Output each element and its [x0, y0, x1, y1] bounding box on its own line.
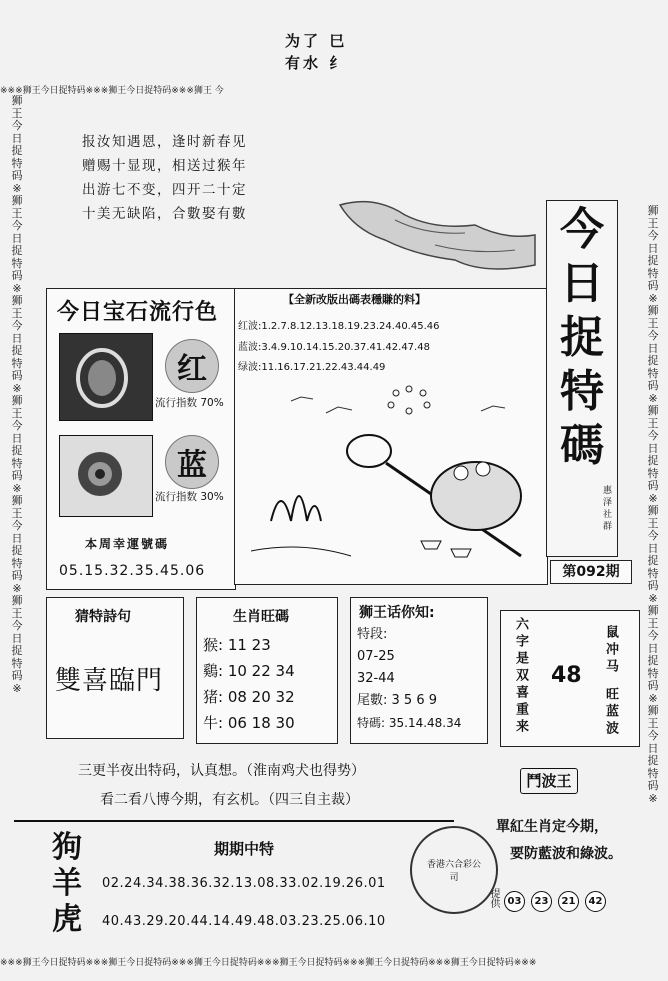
lion-panel — [350, 597, 488, 744]
left-border-text: 狮王今日捉特码※狮王今日捉特码※狮王今日捉特码※狮王今日捉特码※狮王今日捉特码※狮王今日捉特码※ — [11, 95, 23, 695]
riddle-line-2: 看二看八博今期，有玄机。（四三自主裁） — [100, 792, 359, 808]
red-badge: 红 — [165, 339, 219, 393]
wave-king-line-1: 單紅生肖定今期， — [496, 819, 608, 835]
stamp-text: 香港六合彩公司 — [426, 860, 481, 883]
red-index: 流行指数 70% — [155, 397, 224, 409]
period-row-2: 40.43.29.20.44.14.49.48.03.23.25.06.10 — [102, 914, 386, 929]
issue-number: 第092期 — [550, 560, 632, 584]
publisher: 惠泽社群 — [601, 485, 611, 533]
animal-char: 羊 — [52, 866, 82, 901]
lion-line: 尾數: 3 5 6 9 — [357, 693, 437, 708]
period-panel — [14, 820, 454, 952]
number-ball: 23 — [531, 891, 552, 912]
zodiac-title: 生肖旺碼 — [233, 609, 289, 625]
waves-panel — [234, 288, 548, 585]
zodiac-row: 鷄: 10 22 34 — [203, 662, 295, 680]
right-left-vertical: 六字是双喜重来 — [513, 617, 528, 736]
wave-king-line-2: 要防藍波和綠波。 — [510, 846, 622, 862]
animal-illustration — [335, 195, 545, 275]
poem — [82, 130, 247, 226]
big-title-char: 日 — [560, 258, 604, 309]
right-vertical-2: 旺蓝波 — [603, 687, 618, 738]
right-border-text: 狮王今日捉特码※狮王今日捉特码※狮王今日捉特码※狮王今日捉特码※狮王今日捉特码※狮王今日捉特码※ — [647, 205, 659, 805]
big-title-char: 碼 — [560, 420, 604, 471]
guess-answer: 雙喜臨門 — [55, 666, 164, 696]
lion-line: 07-25 — [357, 649, 395, 664]
frog-illustration — [241, 381, 541, 576]
top-border-text: ※※※狮王今日捉特码※※※狮王今日捉特码※※※狮王 今 — [0, 86, 224, 96]
header-line-1: 为了 巳 — [285, 32, 348, 50]
lucky-title: 本周幸運號碼 — [85, 537, 170, 551]
right-vertical-1: 鼠冲马 — [603, 625, 618, 676]
guess-title: 猜特詩句 — [75, 609, 131, 625]
lucky-numbers: 05.15.32.35.45.06 — [59, 563, 206, 579]
animal-char: 虎 — [52, 902, 82, 937]
gem-title: 今日宝石流行色 — [57, 299, 219, 325]
period-row-1: 02.24.34.38.36.32.13.08.33.02.19.26.01 — [102, 876, 386, 891]
header-line-2: 有水 纟 — [285, 54, 348, 72]
number-ball: 42 — [585, 891, 606, 912]
gem-panel — [46, 288, 236, 590]
bottom-border-text: ※※※狮王今日捉特码※※※狮王今日捉特码※※※狮王今日捉特码※※※狮王今日捉特码※※※狮王今日捉特码※※※狮王今日捉特码※※※ — [0, 958, 537, 968]
hint-balls — [504, 891, 612, 912]
big-title-char: 捉 — [560, 312, 604, 363]
right-info-panel — [500, 610, 640, 747]
zodiac-row: 猴: 11 23 — [203, 636, 271, 654]
lion-line: 特碼: 35.14.48.34 — [357, 716, 462, 730]
zodiac-row: 猪: 08 20 32 — [203, 688, 295, 706]
waves-title: 【全新改版出碼表穩賺的料】 — [283, 293, 426, 306]
wave-king-title: 鬥波王 — [520, 768, 578, 794]
green-wave: 绿波:11.16.17.21.22.43.44.49 — [238, 362, 386, 373]
big-title-panel — [546, 200, 618, 557]
gem-image-2 — [59, 435, 153, 517]
zodiac-row: 牛: 06 18 30 — [203, 714, 295, 732]
blue-index: 流行指数 30% — [155, 491, 224, 503]
riddle-line-1: 三更半夜出特码，认真想。（淮南鸡犬也得势） — [78, 763, 365, 779]
lion-title: 狮王话你知: — [359, 605, 435, 621]
poem-line: 报汝知遇恩，逢时新春见 — [82, 134, 247, 150]
period-title: 期期中特 — [214, 840, 275, 858]
number-ball: 03 — [504, 891, 525, 912]
poem-line: 出游七不变，四开二十定 — [82, 182, 247, 198]
lion-line: 特段: — [357, 627, 388, 642]
right-number: 48 — [551, 663, 582, 688]
guess-panel — [46, 597, 184, 739]
gem-image-1 — [59, 333, 153, 421]
blue-wave: 蓝波:3.4.9.10.14.15.20.37.41.42.47.48 — [238, 342, 430, 353]
big-title-char: 今 — [560, 204, 604, 255]
poem-line: 赠赐十显现，相送过猴年 — [82, 158, 247, 174]
red-wave: 红波:1.2.7.8.12.13.18.19.23.24.40.45.46 — [238, 321, 440, 332]
poem-line: 十美无缺陷，合數娶有數 — [82, 206, 247, 222]
animal-char: 狗 — [52, 830, 82, 865]
big-title-char: 特 — [560, 366, 604, 417]
number-ball: 21 — [558, 891, 579, 912]
blue-badge: 蓝 — [165, 435, 219, 489]
lion-line: 32-44 — [357, 671, 395, 686]
hint-label: 提供 — [488, 888, 499, 908]
zodiac-panel — [196, 597, 338, 744]
